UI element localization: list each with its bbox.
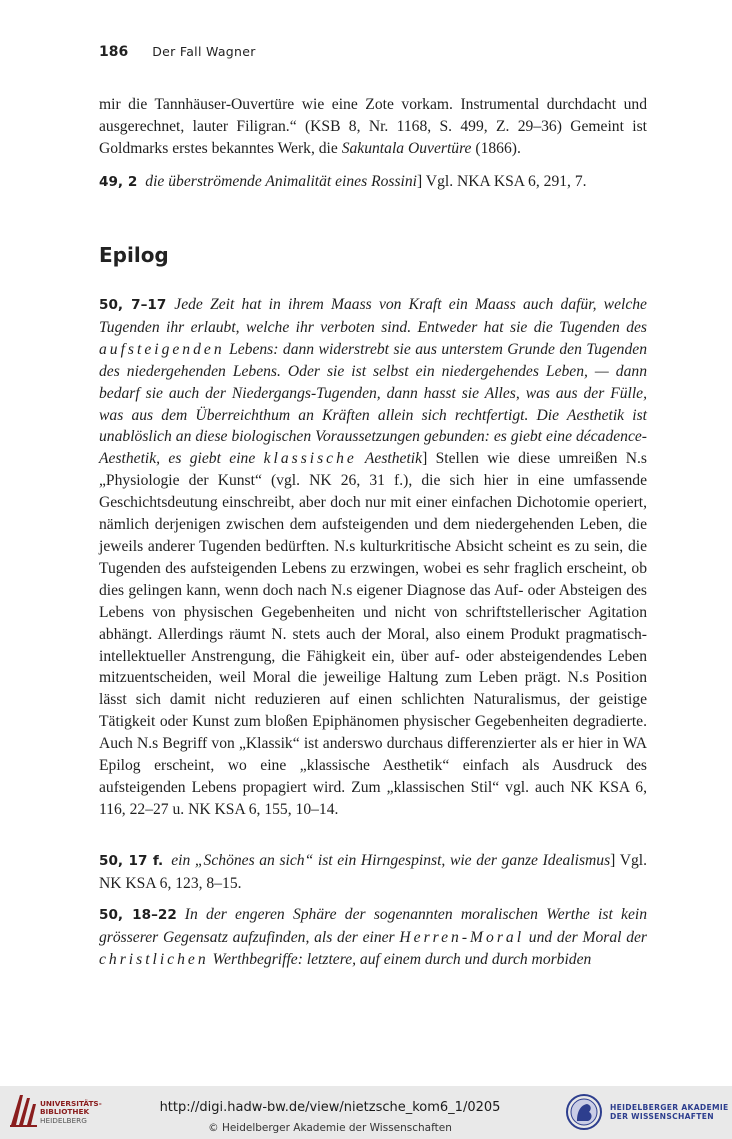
running-title: Der Fall Wagner bbox=[152, 44, 256, 59]
line-reference: 49, 2 bbox=[99, 174, 138, 190]
continuation-tail: (1866). bbox=[471, 139, 521, 157]
lemma-part: In der engeren Sphäre der sogenannten moralischen Werthe ist kein grösserer Gegensatz aufzufinden, als der einer bbox=[99, 906, 647, 946]
ub-line: HEIDELBERG bbox=[40, 1115, 87, 1125]
lemma-part: Werthbegriffe: letztere, auf einem durch und durch morbiden bbox=[208, 950, 592, 968]
comment: ] Stellen wie diese umreißen N.s „Physiologie der Kunst“ (vgl. NK 26, 31 f.), die sich hier in eine umfassende Geschichtsdeutung einschreibt, aber doch nur mit einer einfachen Dichotomie operiert, nämlich derjenigen zwischen dem aufsteigenden und dem niedergehenden Leben, die jeweils anderer Tugenden bedürften. N.s kulturkritische Absicht scheint es zu sein, die Tugenden des aufsteigenden Lebens zu erzwingen, wobei es sehr fraglich erscheint, ob dies gelingen kann, wenn doch nach N.s eigener Diagnose das Auf- oder Absteigen des Lebens von physischen Gegebenheiten und nicht von schriftstellerischer Agitation abhängt. Allerdings räumt N. stets auch der Moral, also einem Produkt pragmatisch-intellektueller Anstrengung, die Fähigkeit ein, über auf- oder absteigendendes Leben mitzuentscheiden, weil Moral die jeweilige Haltung zum Leben prägt. N.s Position lässt sich damit nicht reduzieren auf einen schlichten Naturalismus, der geistige Tätigkeit oder Kunst zum bloßen Epiphänomen physischer Gegebenheiten degradierte. Auch N.s Begriff von „Klassik“ ist anderswo durchaus differenzierter als er hier in WA Epilog erscheint, wo eine „klassische Aesthetik“ einfach als Ausdruck des aufsteigenden Lebens propagiert wird. Zum „klassischen Stil“ vgl. auch NK KSA 6, 116, 22–27 u. NK KSA 6, 155, 10–14. bbox=[99, 450, 647, 818]
running-header bbox=[99, 43, 659, 65]
copyright-notice: © Heidelberger Akademie der Wissenschaften bbox=[208, 1122, 452, 1134]
commentary-entry bbox=[99, 171, 647, 194]
continuation-text: mir die Tannhäuser-Ouvertüre wie eine Zote vorkam. Instrumental durchdacht und ausgerechnet, lauter Filigran.“ (KSB 8, Nr. 1168, S. 499, Z. 29–36) Gemeint ist Goldmarks erstes bekanntes Werk, die bbox=[99, 96, 647, 157]
line-reference: 50, 7–17 bbox=[99, 297, 167, 313]
commentary-entry bbox=[99, 294, 647, 821]
line-reference: 50, 18–22 bbox=[99, 907, 177, 923]
lemma-spaced-word: aufsteigenden bbox=[99, 340, 225, 358]
lemma bbox=[99, 296, 647, 467]
lemma-part: Jede Zeit hat in ihrem Maass von Kraft ein Maass auch dafür, welche Tugenden ihr erlaubt, welche ihr verboten sind. Entweder hat sie die Tugenden des bbox=[99, 296, 647, 336]
academy-line: HEIDELBERGER AKADEMIE bbox=[610, 1103, 729, 1112]
commentary-entry bbox=[99, 850, 647, 895]
lemma bbox=[99, 906, 647, 968]
lemma-part: Aesthetik bbox=[356, 450, 423, 468]
lemma-part: und der Moral der bbox=[524, 928, 647, 946]
lemma-spaced-word: Herren-Moral bbox=[399, 928, 525, 946]
permalink-url[interactable]: http://digi.hadw-bw.de/view/nietzsche_kom6_1/0205 bbox=[159, 1100, 501, 1115]
academy-line: DER WISSENSCHAFTEN bbox=[610, 1112, 714, 1121]
work-title: Sakuntala Ouvertüre bbox=[341, 139, 472, 157]
commentary-continuation bbox=[99, 94, 647, 160]
comment: ] Vgl. NK KSA 6, 123, 8–15. bbox=[99, 852, 647, 892]
page-number: 186 bbox=[99, 44, 129, 60]
section-heading: Epilog bbox=[99, 243, 169, 267]
academy-name bbox=[610, 1103, 728, 1121]
lemma-part: Lebens: dann widerstrebt sie aus unterstem Grunde den Tugenden des niedergehenden Lebens. Oder sie ist selbst ein niedergehendes Leben, — dann bedarf sie auch der Niedergangs-Tugenden, dann hasst sie Alles, was aus der Fülle, was aus dem Überreichthum an Kräften allein sich rechtfertigt. Die Aesthetik ist unablöslich an diese biologischen Voraussetzungen gebunden: es giebt eine décadence-Aesthetik, es giebt eine bbox=[99, 340, 647, 468]
ub-line: BIBLIOTHEK bbox=[40, 1107, 90, 1117]
comment: ] Vgl. NKA KSA 6, 291, 7. bbox=[417, 173, 587, 190]
ub-line: UNIVERSITÄTS- bbox=[40, 1099, 102, 1108]
academy-seal-icon bbox=[565, 1093, 603, 1131]
line-reference: 50, 17 f. bbox=[99, 853, 164, 869]
lemma-spaced-word: christlichen bbox=[99, 950, 209, 968]
digitization-footer bbox=[0, 1086, 732, 1139]
lemma-spaced-word: klassische bbox=[263, 450, 357, 468]
commentary-entry bbox=[99, 904, 647, 971]
lemma: die überströmende Animalität eines Rossini bbox=[145, 173, 417, 190]
lemma: ein „Schönes an sich“ ist ein Hirngespinst, wie der ganze Idealismus bbox=[171, 852, 611, 869]
